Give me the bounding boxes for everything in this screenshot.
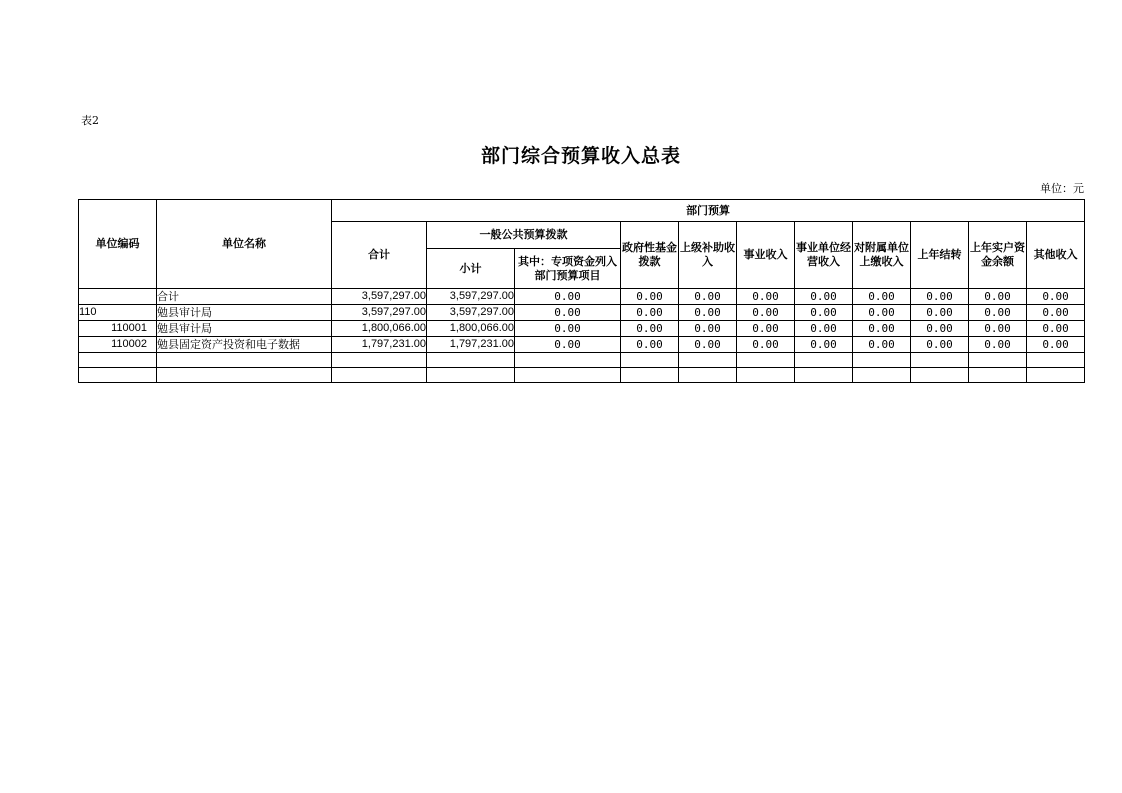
header-previous-carryover: 上年结转 <box>911 222 969 289</box>
table-row <box>79 337 1085 353</box>
cell-total: 1,800,066.00 <box>332 321 427 337</box>
cell-business: 0.00 <box>737 321 795 337</box>
cell-superior: 0.00 <box>679 289 737 305</box>
cell-superior: 0.00 <box>679 337 737 353</box>
cell-name: 勉县审计局 <box>157 321 332 337</box>
cell-operating: 0.00 <box>795 337 853 353</box>
cell-superior: 0.00 <box>679 321 737 337</box>
cell-code <box>79 289 157 305</box>
cell-gov-fund: 0.00 <box>621 321 679 337</box>
cell-operating: 0.00 <box>795 321 853 337</box>
cell-carryover: 0.00 <box>911 305 969 321</box>
cell-carryover: 0.00 <box>911 321 969 337</box>
cell-business: 0.00 <box>737 337 795 353</box>
cell-affiliated: 0.00 <box>853 305 911 321</box>
cell-subtotal: 1,800,066.00 <box>427 321 515 337</box>
header-special-project: 其中：专项资金列入部门预算项目 <box>515 249 621 289</box>
header-business-income: 事业收入 <box>737 222 795 289</box>
table-row <box>79 289 1085 305</box>
cell-affiliated: 0.00 <box>853 321 911 337</box>
header-gov-fund: 政府性基金拨款 <box>621 222 679 289</box>
cell-special: 0.00 <box>515 289 621 305</box>
cell-other: 0.00 <box>1027 321 1085 337</box>
table-label: 表2 <box>81 114 99 127</box>
header-affiliated-units: 对附属单位上缴收入 <box>853 222 911 289</box>
cell-affiliated: 0.00 <box>853 337 911 353</box>
cell-total: 3,597,297.00 <box>332 289 427 305</box>
header-dept-budget: 部门预算 <box>332 200 1085 222</box>
header-subtotal: 小计 <box>427 249 515 289</box>
budget-income-table <box>78 199 1085 383</box>
cell-affiliated: 0.00 <box>853 289 911 305</box>
cell-special: 0.00 <box>515 337 621 353</box>
page-title: 部门综合预算收入总表 <box>480 145 681 167</box>
header-general-public: 一般公共预算拨款 <box>427 222 621 249</box>
cell-gov-fund: 0.00 <box>621 305 679 321</box>
cell-other: 0.00 <box>1027 337 1085 353</box>
cell-name: 合计 <box>157 289 332 305</box>
table-row <box>79 321 1085 337</box>
header-previous-fund-balance: 上年实户资金余额 <box>969 222 1027 289</box>
header-total: 合计 <box>332 222 427 289</box>
cell-superior: 0.00 <box>679 305 737 321</box>
cell-name: 勉县固定资产投资和电子数据 <box>157 337 332 353</box>
cell-business: 0.00 <box>737 289 795 305</box>
cell-gov-fund: 0.00 <box>621 337 679 353</box>
table-row <box>79 305 1085 321</box>
cell-subtotal: 1,797,231.00 <box>427 337 515 353</box>
unit-note: 单位：元 <box>1040 182 1084 195</box>
cell-subtotal: 3,597,297.00 <box>427 289 515 305</box>
header-other-income: 其他收入 <box>1027 222 1085 289</box>
cell-gov-fund: 0.00 <box>621 289 679 305</box>
cell-special: 0.00 <box>515 321 621 337</box>
cell-code: 110001 <box>79 321 157 337</box>
empty-row <box>79 353 1085 368</box>
header-superior-subsidy: 上级补助收入 <box>679 222 737 289</box>
cell-subtotal: 3,597,297.00 <box>427 305 515 321</box>
header-business-unit-operating: 事业单位经营收入 <box>795 222 853 289</box>
cell-balance: 0.00 <box>969 289 1027 305</box>
cell-carryover: 0.00 <box>911 289 969 305</box>
header-unit-code: 单位编码 <box>79 200 157 289</box>
cell-balance: 0.00 <box>969 321 1027 337</box>
cell-other: 0.00 <box>1027 305 1085 321</box>
empty-row <box>79 368 1085 383</box>
cell-business: 0.00 <box>737 305 795 321</box>
header-unit-name: 单位名称 <box>157 200 332 289</box>
cell-total: 3,597,297.00 <box>332 305 427 321</box>
cell-operating: 0.00 <box>795 305 853 321</box>
cell-code: 110002 <box>79 337 157 353</box>
cell-code: 110 <box>79 305 157 321</box>
cell-special: 0.00 <box>515 305 621 321</box>
cell-balance: 0.00 <box>969 305 1027 321</box>
cell-name: 勉县审计局 <box>157 305 332 321</box>
cell-total: 1,797,231.00 <box>332 337 427 353</box>
cell-carryover: 0.00 <box>911 337 969 353</box>
cell-balance: 0.00 <box>969 337 1027 353</box>
cell-operating: 0.00 <box>795 289 853 305</box>
cell-other: 0.00 <box>1027 289 1085 305</box>
